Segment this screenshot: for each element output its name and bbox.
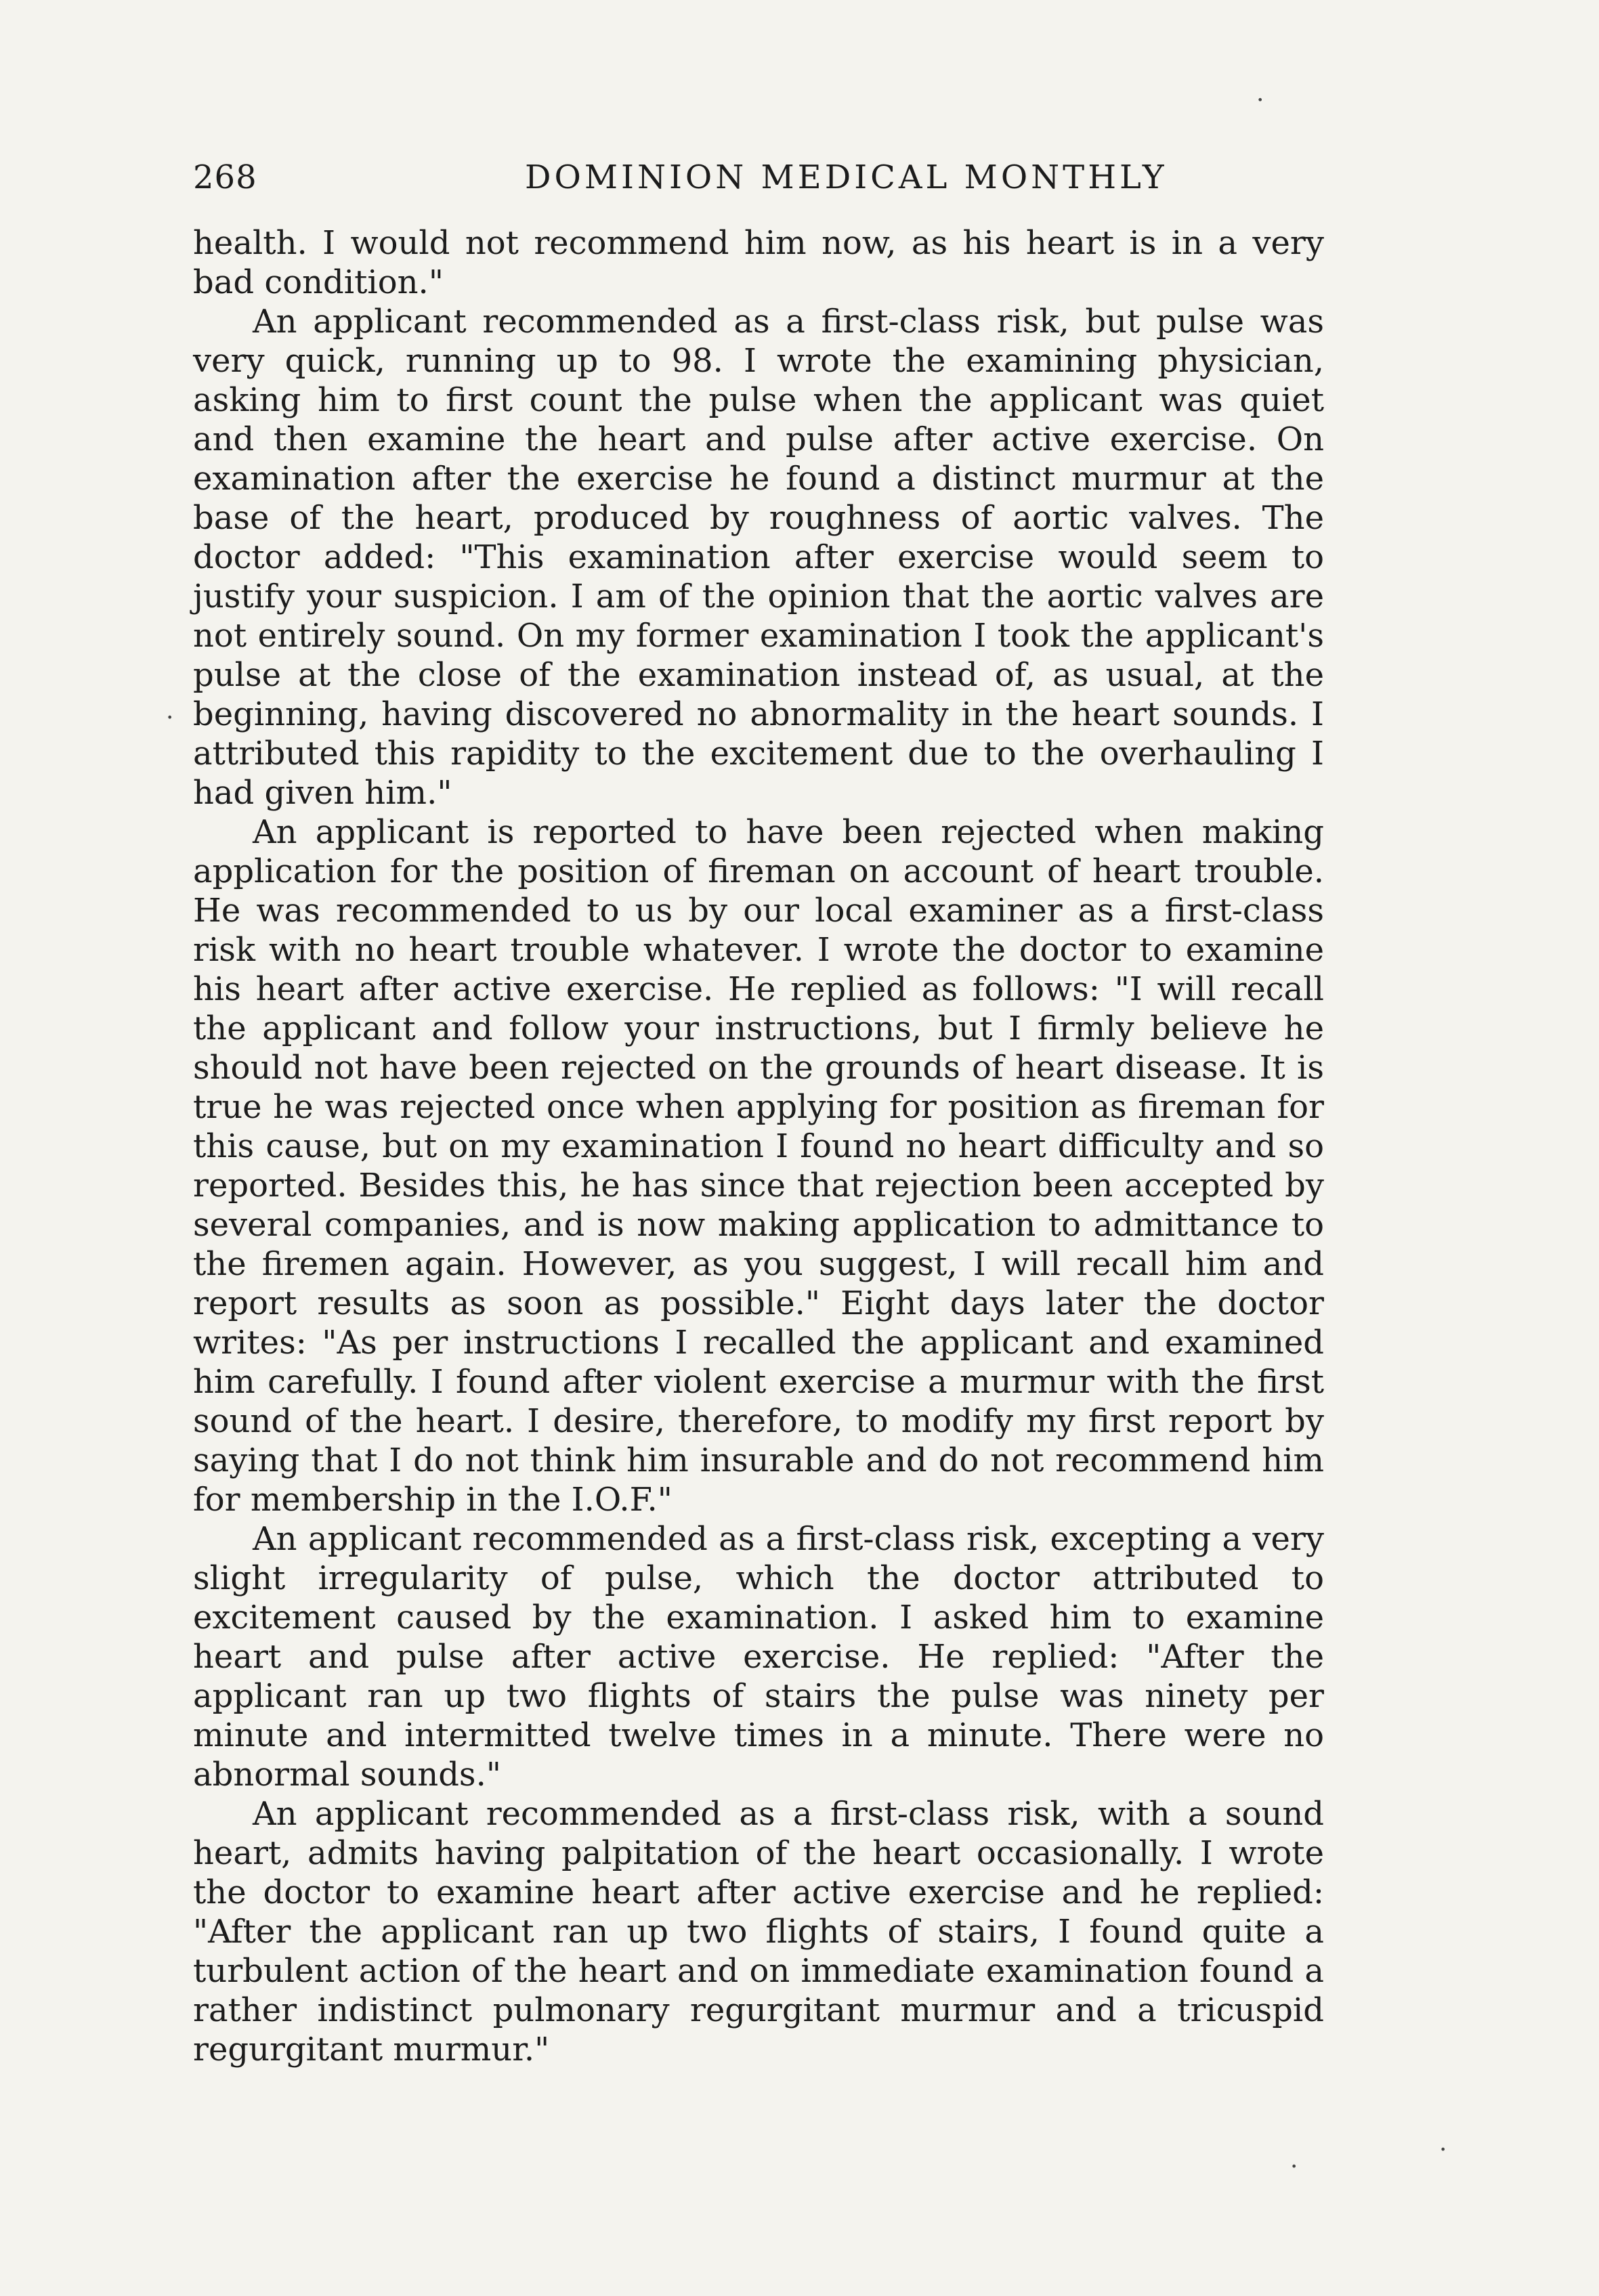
paragraph: An applicant recommended as a first-class risk, with a sound heart, admits having palpitation of the heart occasionally. I wrote the doctor to examine heart after active exercise and he replied: "After the applicant ran up two flights of stairs, I found quite a turbulent action of the heart and on immediate examination found a rather indistinct pulmonary regurgitant murmur and a tricuspid regurgitant murmur." bbox=[193, 1795, 1324, 2068]
paragraph: An applicant recommended as a first-class risk, excepting a very slight irregularity of pulse, which the doctor attributed to excitement caused by the examination. I asked him to examine heart and pulse after active exercise. He replied: "After the applicant ran up two flights of stairs the pulse was ninety per minute and intermitted twelve times in a minute. There were no abnormal sounds." bbox=[193, 1520, 1324, 1794]
paragraph: An applicant is reported to have been rejected when making application for the position of fireman on account of heart trouble. He was recommended to us by our local examiner as a first-class risk with no heart trouble whatever. I wrote the doctor to examine his heart after active exercise. He replied as follows: "I will recall the applicant and follow your instructions, but I firmly believe he should not have been rejected on the grounds of heart disease. It is true he was rejected once when applying for position as fireman for this cause, but on my examination I found no heart difficulty and so reported. Besides this, he has since that rejection been accepted by several companies, and is now making application to admittance to the firemen again. However, as you suggest, I will recall him and report results as soon as possible." Eight days later the doctor writes: "As per instructions I recalled the applicant and examined him carefully. I found after violent exercise a murmur with the first sound of the heart. I desire, therefore, to modify my first report by saying that I do not think him insurable and do not recommend him for membership in the I.O.F." bbox=[193, 813, 1324, 1519]
scan-speck: · bbox=[1256, 87, 1264, 114]
paragraph-continuation: health. I would not recommend him now, as his heart is in a very bad condition." bbox=[193, 224, 1324, 301]
scan-speck: · bbox=[166, 704, 174, 732]
scan-speck: · bbox=[1439, 2136, 1447, 2164]
paragraph: An applicant recommended as a first-class risk, but pulse was very quick, running up to 98. I wrote the examining physician, asking him to first count the pulse when the applicant was quiet and then examine the heart and pulse after active exercise. On examination after the exercise he found a distinct murmur at the base of the heart, produced by roughness of aortic valves. The doctor added: "This examination after exercise would seem to justify your suspicion. I am of the opinion that the aortic valves are not entirely sound. On my former examination I took the applicant's pulse at the close of the examination instead of, as usual, at the beginning, having discovered no abnormality in the heart sounds. I attributed this rapidity to the excitement due to the overhauling I had given him." bbox=[193, 303, 1324, 812]
running-head: DOMINION MEDICAL MONTHLY bbox=[525, 158, 1168, 196]
scan-speck: · bbox=[1290, 2153, 1298, 2181]
page-header bbox=[193, 157, 1382, 211]
page-number: 268 bbox=[193, 158, 257, 196]
article-body bbox=[193, 223, 1324, 2069]
